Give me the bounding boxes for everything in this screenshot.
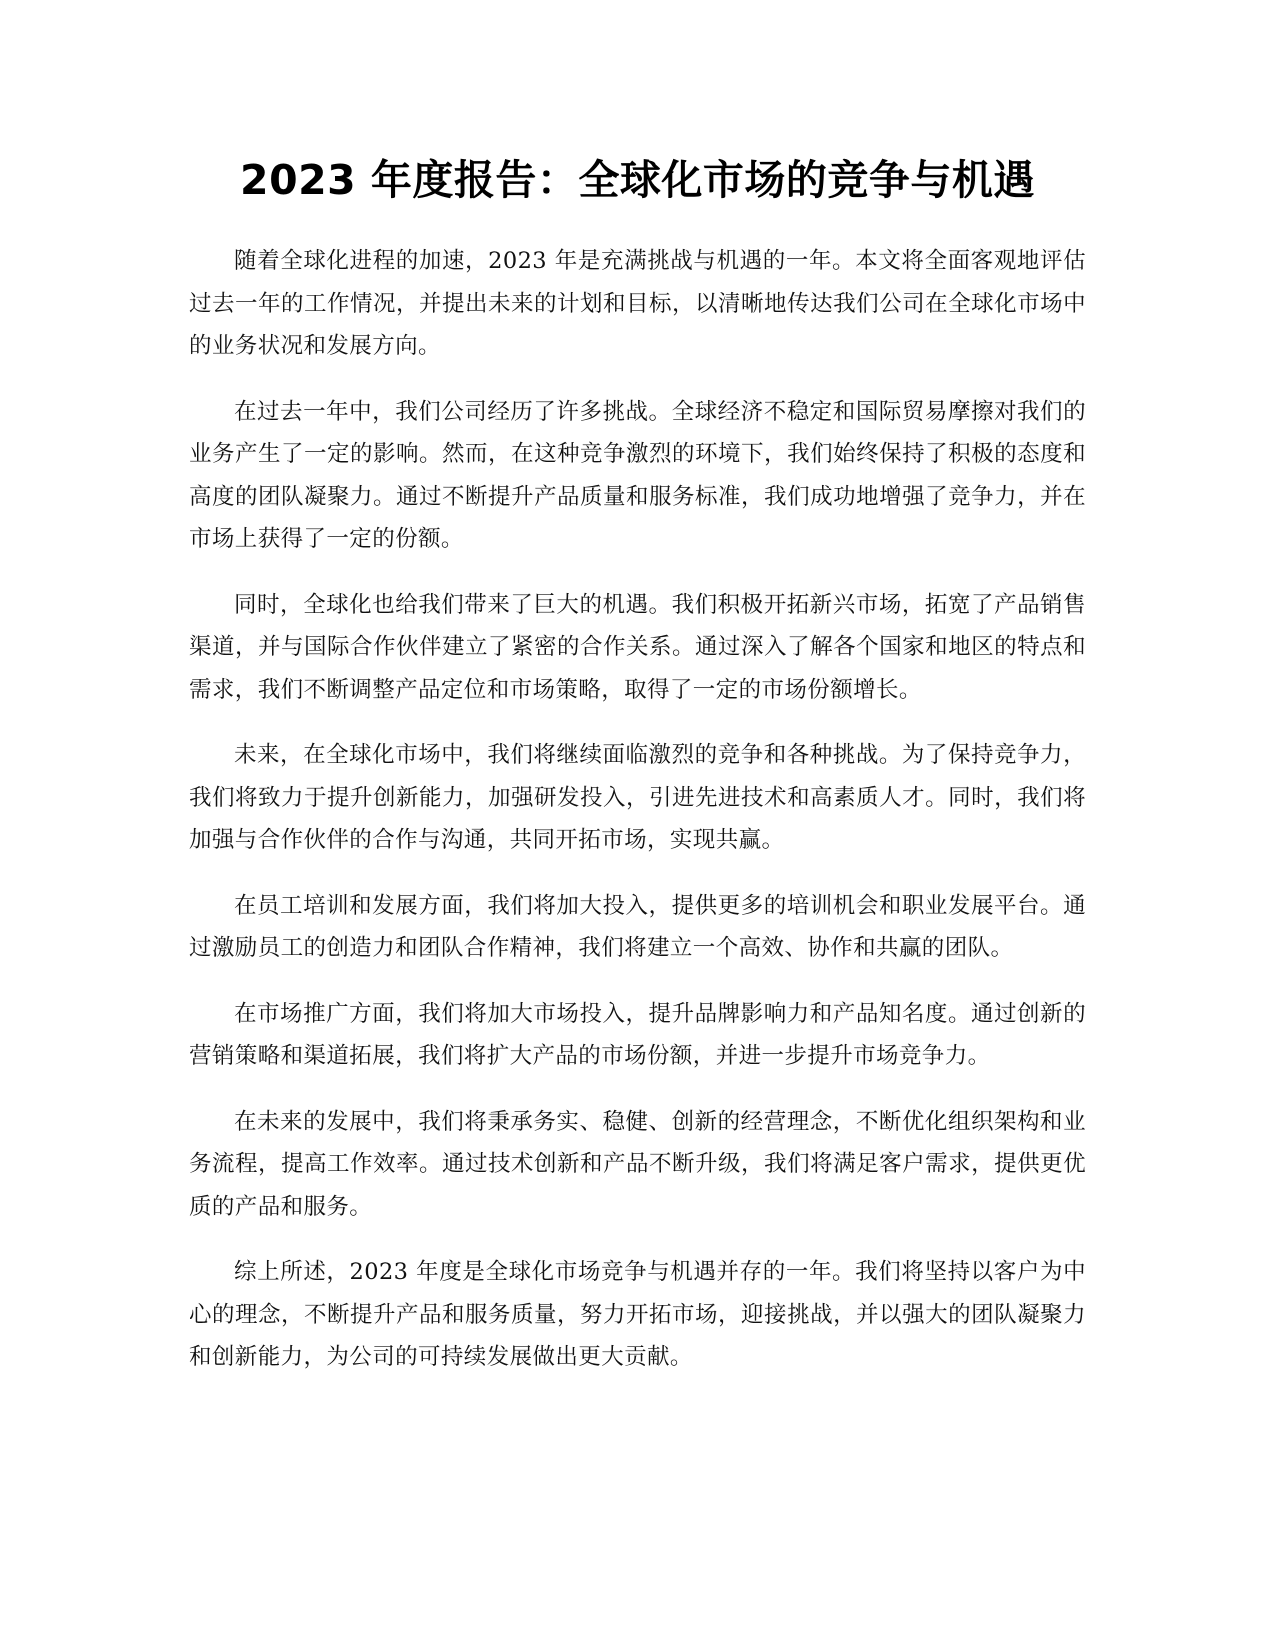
paragraph-challenges: 在过去一年中，我们公司经历了许多挑战。全球经济不稳定和国际贸易摩擦对我们的业务产生了一定的影响。然而，在这种竞争激烈的环境下，我们始终保持了积极的态度和高度的团队凝聚力。通过不断提升产品质量和服务标准，我们成功地增强了竞争力，并在市场上获得了一定的份额。 xyxy=(189,398,1086,552)
paragraph-future: 未来，在全球化市场中，我们将继续面临激烈的竞争和各种挑战。为了保持竞争力，我们将致力于提升创新能力，加强研发投入，引进先进技术和高素质人才。同时，我们将加强与合作伙伴的合作与沟通，共同开拓市场，实现共赢。 xyxy=(189,742,1086,853)
paragraph-training: 在员工培训和发展方面，我们将加大投入，提供更多的培训机会和职业发展平台。通过激励员工的创造力和团队合作精神，我们将建立一个高效、协作和共赢的团队。 xyxy=(189,892,1086,961)
paragraph-intro: 随着全球化进程的加速，2023 年是充满挑战与机遇的一年。本文将全面客观地评估过去一年的工作情况，并提出未来的计划和目标，以清晰地传达我们公司在全球化市场中的业务状况和发展方向。 xyxy=(189,248,1086,359)
paragraph-marketing: 在市场推广方面，我们将加大市场投入，提升品牌影响力和产品知名度。通过创新的营销策略和渠道拓展，我们将扩大产品的市场份额，并进一步提升市场竞争力。 xyxy=(189,1000,1086,1069)
document-title: 2023 年度报告：全球化市场的竞争与机遇 xyxy=(240,156,1035,204)
paragraph-conclusion: 综上所述，2023 年度是全球化市场竞争与机遇并存的一年。我们将坚持以客户为中心的理念，不断提升产品和服务质量，努力开拓市场，迎接挑战，并以强大的团队凝聚力和创新能力，为公司的可持续发展做出更大贡献。 xyxy=(189,1259,1086,1370)
paragraph-opportunities: 同时，全球化也给我们带来了巨大的机遇。我们积极开拓新兴市场，拓宽了产品销售渠道，并与国际合作伙伴建立了紧密的合作关系。通过深入了解各个国家和地区的特点和需求，我们不断调整产品定位和市场策略，取得了一定的市场份额增长。 xyxy=(189,591,1086,703)
paragraph-development: 在未来的发展中，我们将秉承务实、稳健、创新的经营理念，不断优化组织架构和业务流程，提高工作效率。通过技术创新和产品不断升级，我们将满足客户需求，提供更优质的产品和服务。 xyxy=(189,1108,1086,1220)
document-body xyxy=(189,240,1086,1402)
